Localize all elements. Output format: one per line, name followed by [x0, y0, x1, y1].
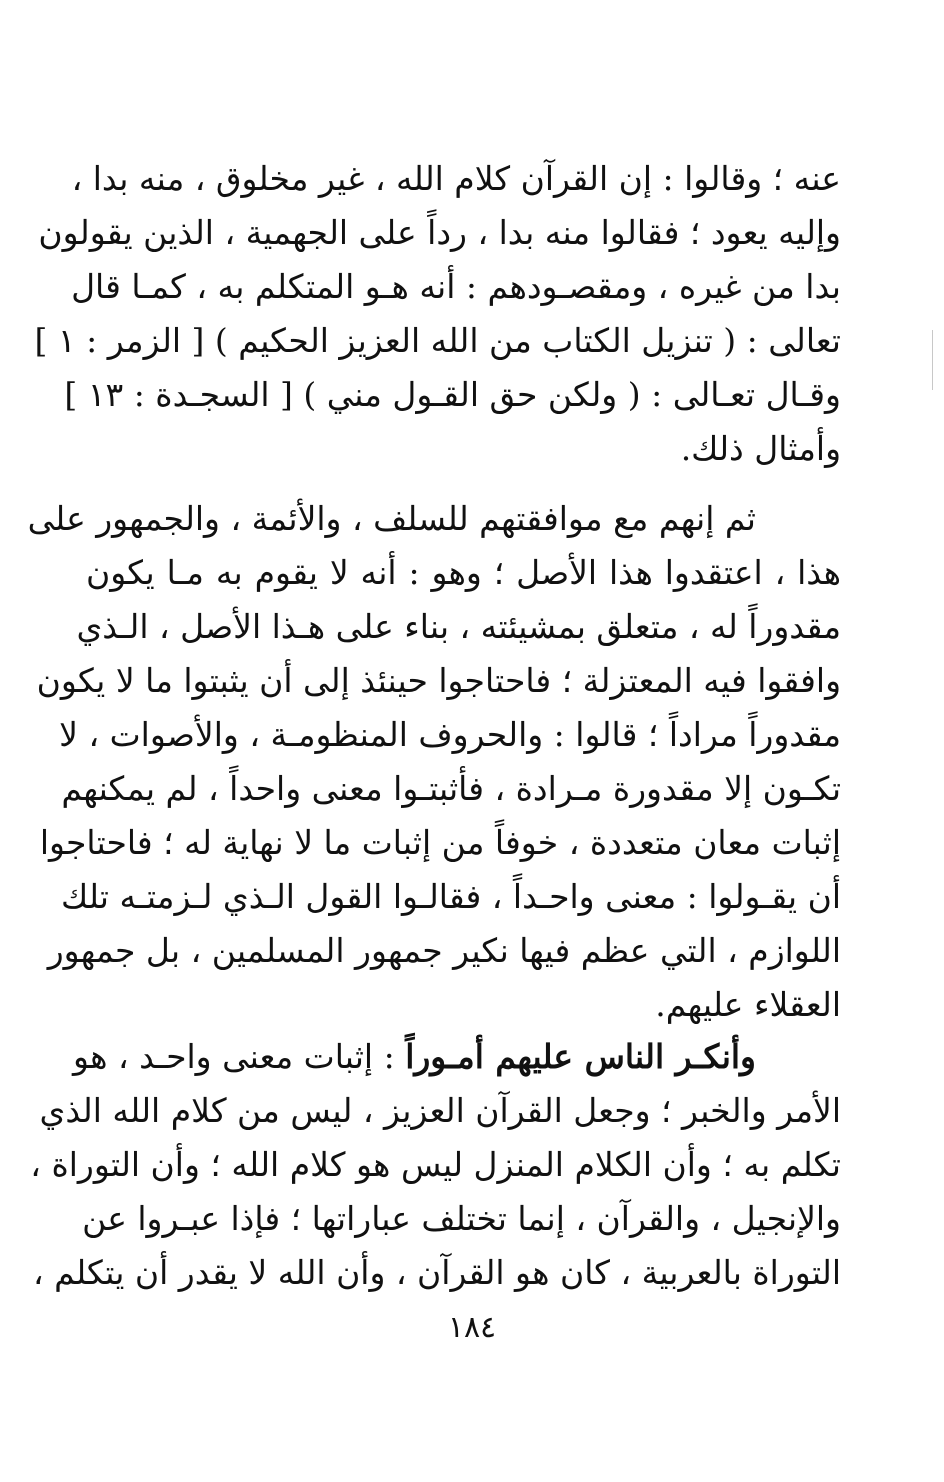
bold-lead-phrase: وأنكـر الناس عليهم أمـوراً — [405, 1037, 756, 1076]
paragraph-2 — [27, 492, 841, 1032]
text-line — [73, 1030, 841, 1084]
text-line: عنه ؛ وقالوا : إن القرآن كلام الله ، غير مخلوق ، منه بدا ، — [71, 159, 841, 198]
text-line: إثبات معان متعددة ، خوفاً من إثبات ما لا نهاية له ؛ فاحتاجوا — [39, 823, 841, 862]
text-line: وإليه يعود ؛ فقالوا منه بدا ، رداً على الجهمية ، الذين يقولون — [38, 213, 841, 252]
page-edge-mark — [932, 330, 933, 390]
text-line: مقدوراً مراداً ؛ قالوا : والحروف المنظومـة ، والأصوات ، لا — [59, 715, 841, 754]
text-line: العقلاء عليهم. — [655, 985, 841, 1024]
text-line: وقـال تعـالى : ( ولكن حق القـول مني ) [ السجـدة : ١٣ ] — [64, 375, 841, 414]
text-line: والإنجيل ، والقرآن ، إنما تختلف عباراتها ؛ فإذا عبـروا عن — [82, 1199, 841, 1238]
text-line: الأمر والخبر ؛ وجعل القرآن العزيز ، ليس من كلام الله الذي — [39, 1091, 841, 1130]
text-line: مقدوراً له ، متعلق بمشيئته ، بناء على هـذا الأصل ، الـذي — [76, 607, 841, 646]
page-number: ١٨٤ — [447, 1310, 497, 1345]
text-line: ثم إنهم مع موافقتهم للسلف ، والأئمة ، والجمهور على — [27, 499, 756, 538]
text-line: وافقوا فيه المعتزلة ؛ فاحتاجوا حينئذ إلى أن يثبتوا ما لا يكون — [36, 661, 841, 700]
text-line: بدا من غيره ، ومقصـودهم : أنه هـو المتكلم به ، كمـا قال — [71, 267, 841, 306]
lead-rest-text: : إثبات معنى واحـد ، هو — [73, 1037, 406, 1076]
text-line: أن يقـولوا : معنى واحـداً ، فقالـوا القول الـذي لـزمتـه تلك — [61, 877, 841, 916]
paragraph-1 — [34, 152, 841, 476]
paragraph-3 — [30, 1030, 841, 1300]
text-line: تكلم به ؛ وأن الكلام المنزل ليس هو كلام الله ؛ وأن التوراة ، — [30, 1145, 841, 1184]
text-line: تعالى : ( تنزيل الكتاب من الله العزيز الحكيم ) [ الزمر : ١ ] — [34, 321, 841, 360]
text-line: هذا ، اعتقدوا هذا الأصل ؛ وهو : أنه لا يقوم به مـا يكون — [86, 553, 841, 592]
text-line: التوراة بالعربية ، كان هو القرآن ، وأن الله لا يقدر أن يتكلم ، — [33, 1253, 841, 1292]
text-line: اللوازم ، التي عظم فيها نكير جمهور المسلمين ، بل جمهور — [47, 931, 841, 970]
text-line: تكـون إلا مقدورة مـرادة ، فأثبتـوا معنى واحداً ، لم يمكنهم — [61, 769, 841, 808]
text-line: وأمثال ذلك. — [680, 429, 841, 468]
